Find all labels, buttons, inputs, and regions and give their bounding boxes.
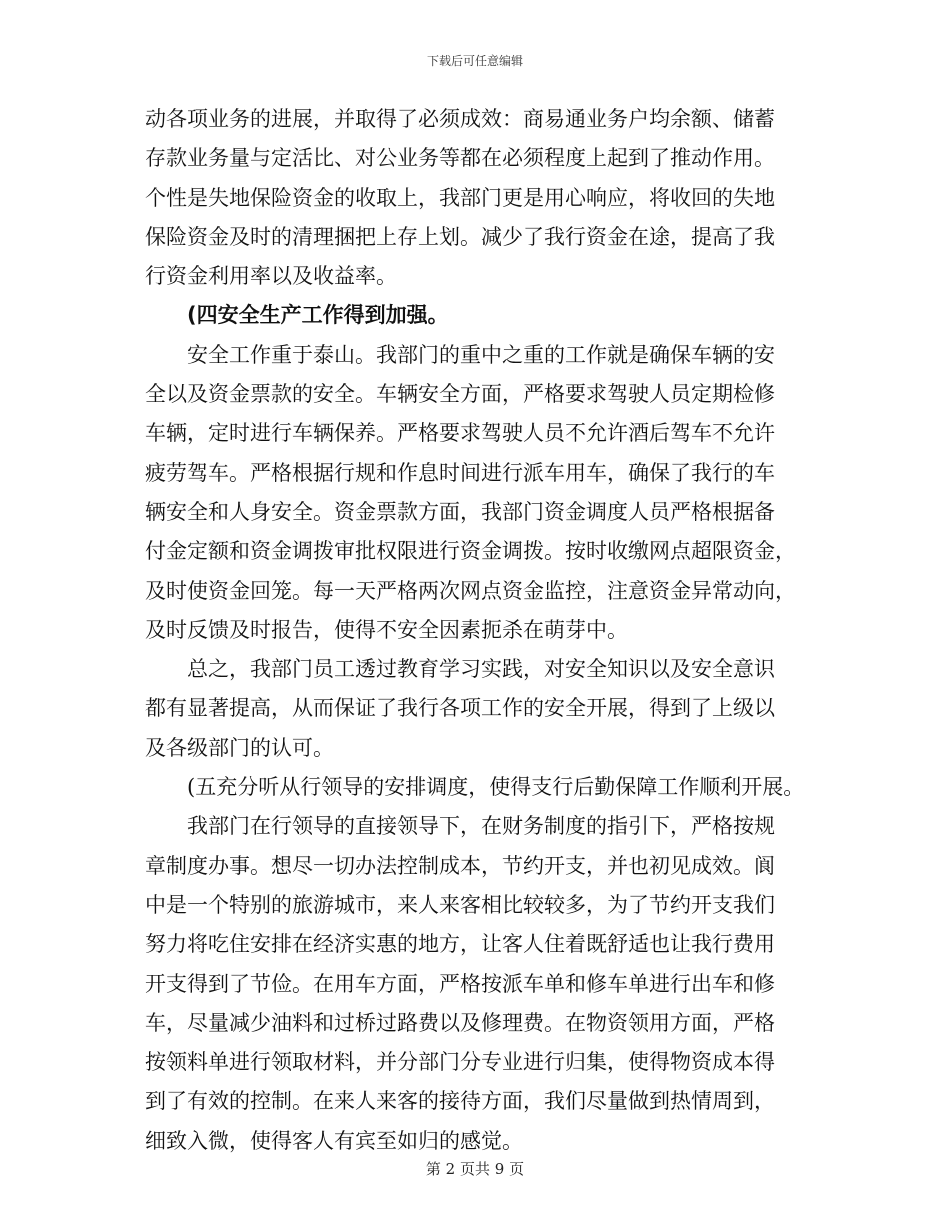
text-line: 按领料单进行领取材料，并分部门分专业进行归集，使得物资成本得 bbox=[145, 1050, 775, 1075]
text-line: 行资金利用率以及收益率。 bbox=[145, 264, 397, 289]
paragraph bbox=[145, 336, 845, 650]
section-heading bbox=[145, 296, 845, 335]
paragraph bbox=[145, 650, 845, 768]
text-line: 到了有效的控制。在来人来客的接待方面，我们尽量做到热情周到， bbox=[145, 1089, 775, 1114]
document-body bbox=[145, 100, 845, 1161]
text-line: 努力将吃住安排在经济实惠的地方，让客人住着既舒适也让我行费用 bbox=[145, 932, 775, 957]
page-header: 下载后可任意编辑 bbox=[426, 54, 523, 68]
text-line: 车辆，定时进行车辆保养。严格要求驾驶人员不允许酒后驾车不允许 bbox=[145, 421, 775, 446]
paragraph bbox=[145, 807, 845, 1161]
text-line: 及各级部门的认可。 bbox=[145, 735, 334, 760]
text-line: 个性是失地保险资金的收取上，我部门更是用心响应，将收回的失地 bbox=[145, 185, 775, 210]
text-line: 我部门在行领导的直接领导下，在财务制度的指引下，严格按规 bbox=[187, 814, 775, 839]
text-line: 章制度办事。想尽一切办法控制成本，节约开支，并也初见成效。阆 bbox=[145, 853, 775, 878]
text-line: (四安全生产工作得到加强。 bbox=[187, 303, 449, 328]
text-line: 及时反馈及时报告，使得不安全因素扼杀在萌芽中。 bbox=[145, 617, 628, 642]
text-line: 辆安全和人身安全。资金票款方面，我部门资金调度人员严格根据备 bbox=[145, 499, 775, 524]
text-line: (五充分听从行领导的安排调度，使得支行后勤保障工作顺利开展。 bbox=[187, 775, 805, 800]
text-line: 保险资金及时的清理捆把上存上划。减少了我行资金在途，提高了我 bbox=[145, 224, 775, 249]
text-line: 疲劳驾车。严格根据行规和作息时间进行派车用车，确保了我行的车 bbox=[145, 460, 775, 485]
text-line: 开支得到了节俭。在用车方面，严格按派车单和修车单进行出车和修 bbox=[145, 971, 775, 996]
text-line: 付金定额和资金调拨审批权限进行资金调拨。按时收缴网点超限资金， bbox=[145, 539, 796, 564]
text-line: 安全工作重于泰山。我部门的重中之重的工作就是确保车辆的安 bbox=[187, 342, 775, 367]
text-line: 全以及资金票款的安全。车辆安全方面，严格要求驾驶人员定期检修 bbox=[145, 382, 775, 407]
text-line: 中是一个特别的旅游城市，来人来客相比较较多，为了节约开支我们 bbox=[145, 892, 775, 917]
text-line: 存款业务量与定活比、对公业务等都在必须程度上起到了推动作用。 bbox=[145, 146, 775, 171]
text-line: 都有显著提高，从而保证了我行各项工作的安全开展，得到了上级以 bbox=[145, 696, 775, 721]
text-line: 车，尽量减少油料和过桥过路费以及修理费。在物资领用方面，严格 bbox=[145, 1010, 775, 1035]
text-line: 及时使资金回笼。每一天严格两次网点资金监控，注意资金异常动向， bbox=[145, 578, 796, 603]
paragraph bbox=[145, 100, 845, 296]
text-line: 细致入微，使得客人有宾至如归的感觉。 bbox=[145, 1128, 523, 1153]
page-footer: 第 2 页共 9 页 bbox=[425, 1160, 525, 1178]
text-line: 动各项业务的进展，并取得了必须成效：商易通业务户均余额、储蓄 bbox=[145, 107, 775, 131]
paragraph bbox=[145, 768, 845, 807]
text-line: 总之，我部门员工透过教育学习实践，对安全知识以及安全意识 bbox=[187, 657, 775, 682]
